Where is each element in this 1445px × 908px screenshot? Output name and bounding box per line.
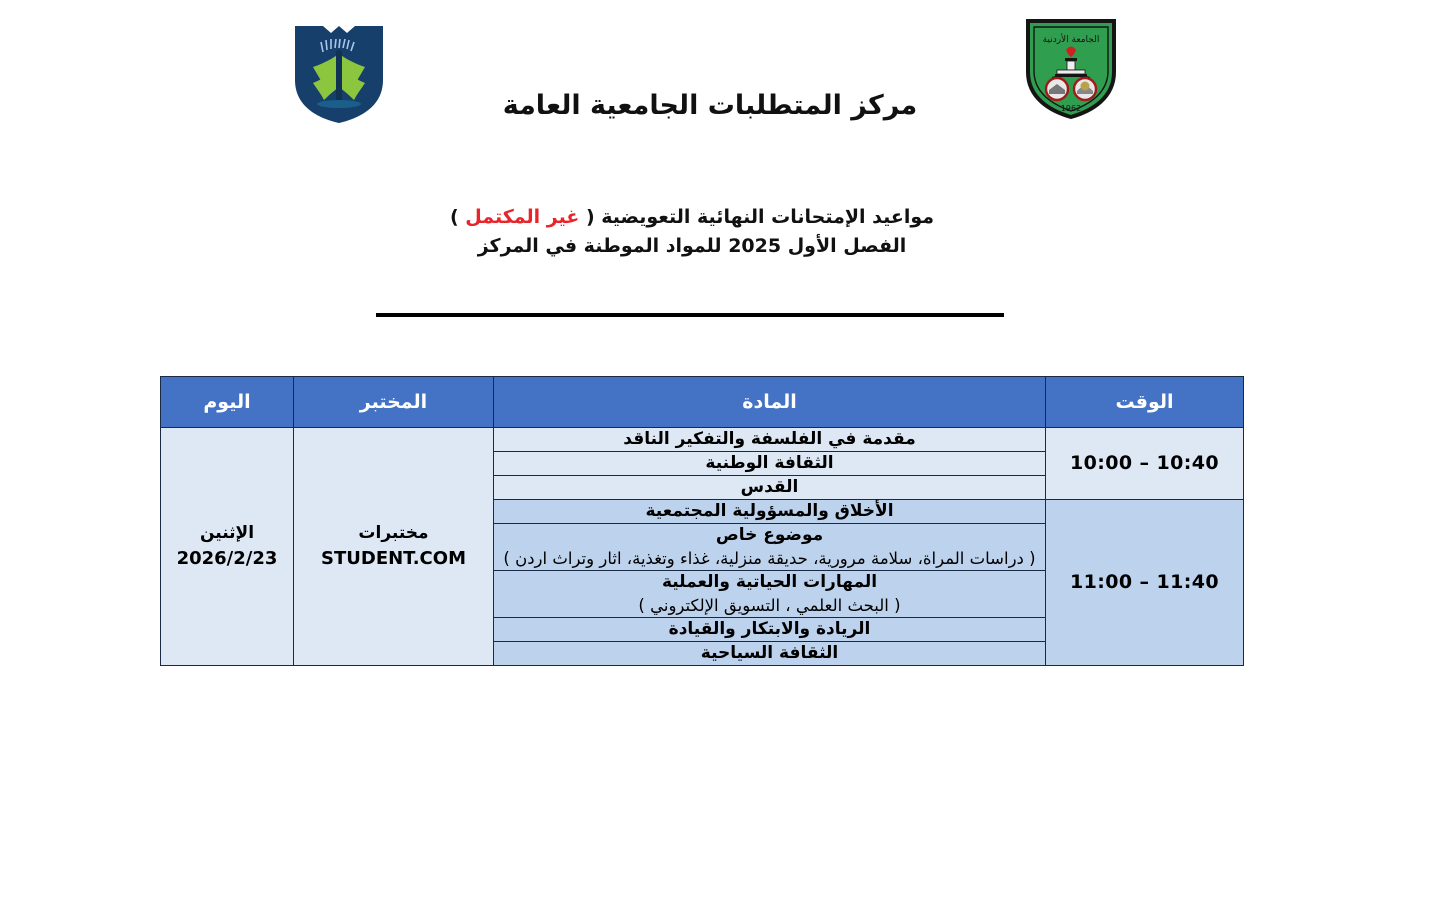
subject-detail: ( البحث العلمي ، التسويق الإلكتروني ) [638, 595, 901, 615]
cell-subject [494, 499, 1046, 523]
exam-schedule-table [160, 376, 1244, 666]
cell-subject [494, 642, 1046, 666]
subtitle-line-1 [382, 203, 1002, 232]
cell-time: 10:40 – 10:00 [1046, 428, 1244, 500]
subtitle-block [382, 203, 1002, 262]
column-header-lab: المختبر [294, 377, 494, 428]
lab-name: مختبرات [358, 523, 429, 544]
cell-subject [494, 428, 1046, 452]
cell-subject [494, 570, 1046, 617]
column-header-subject: المادة [494, 377, 1046, 428]
document-header [0, 0, 1445, 160]
table-row [161, 428, 1244, 452]
cell-subject [494, 475, 1046, 499]
svg-text:الجامعة الأردنية: الجامعة الأردنية [1042, 35, 1100, 45]
column-header-time: الوقت [1046, 377, 1244, 428]
university-of-jordan-logo [1022, 16, 1120, 120]
subtitle-line-2: الفصل الأول 2025 للمواد الموطنة في المركز [477, 235, 907, 258]
svg-text:1962: 1962 [1060, 104, 1082, 113]
cell-day [161, 428, 294, 666]
page-title: مركز المتطلبات الجامعية العامة [502, 90, 918, 121]
column-header-day: اليوم [161, 377, 294, 428]
subtitle-suffix: ) [449, 206, 466, 228]
subtitle-accent: غير المكتمل [465, 206, 580, 228]
center-shield-logo [291, 22, 387, 126]
subject-detail: ( دراسات المراة، سلامة مرورية، حديقة منزلية، غذاء وتغذية، اثار وتراث اردن ) [503, 548, 1036, 568]
subject-title: الثقافة الوطنية [705, 452, 834, 473]
subject-title: الريادة والابتكار والقيادة [668, 619, 871, 640]
cell-subject [494, 523, 1046, 570]
cell-subject [494, 618, 1046, 642]
subject-title: الثقافة السياحية [700, 643, 839, 664]
table-body [161, 428, 1244, 666]
subject-title: الأخلاق والمسؤولية المجتمعية [645, 500, 894, 521]
horizontal-divider [376, 313, 1004, 317]
day-date: 2026/2/23 [176, 547, 278, 569]
subtitle-prefix: مواعيد الإمتحانات النهائية التعويضية ( [579, 206, 935, 228]
day-name: الإثنين [199, 523, 255, 544]
lab-code: STUDENT.COM [321, 547, 466, 569]
exam-schedule-table-wrapper [161, 376, 1244, 666]
cell-lab [294, 428, 494, 666]
table-header-row [161, 377, 1244, 428]
cell-time: 11:40 – 11:00 [1046, 499, 1244, 665]
subject-title: المهارات الحياتية والعملية [661, 571, 878, 592]
cell-subject [494, 451, 1046, 475]
subject-title: موضوع خاص [715, 524, 824, 545]
table-header [161, 377, 1244, 428]
subject-title: مقدمة في الفلسفة والتفكير الناقد [623, 429, 916, 449]
subject-title: القدس [740, 476, 799, 497]
